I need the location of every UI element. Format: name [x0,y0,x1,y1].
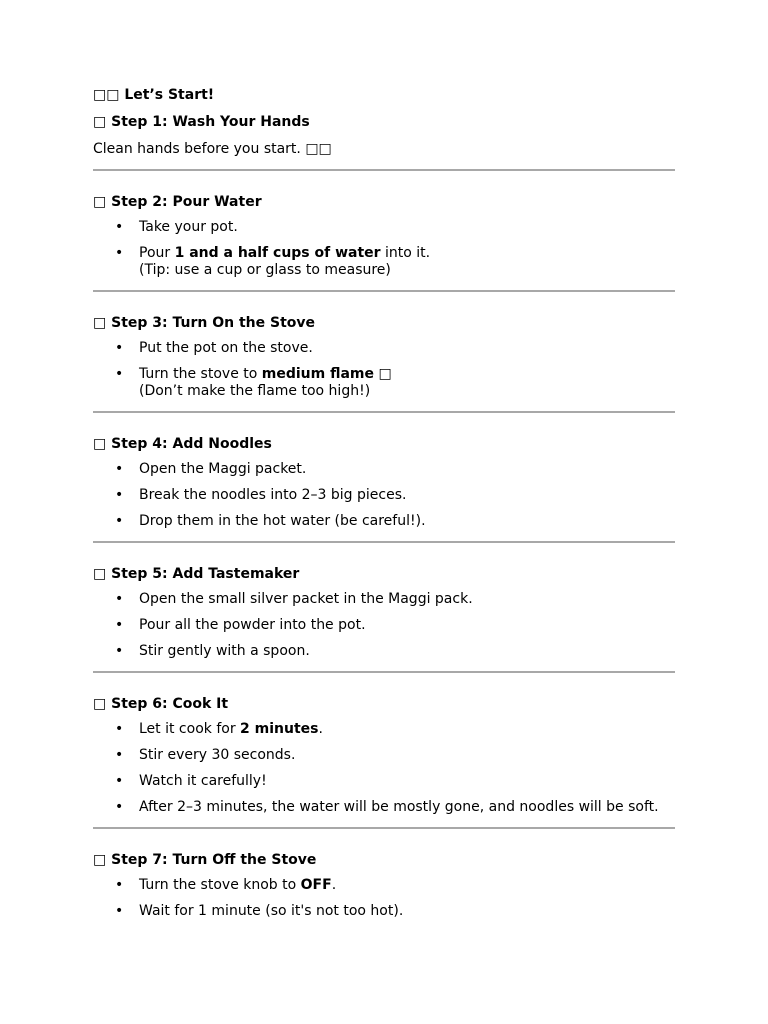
step-6-emoji-icon: □ [93,696,107,712]
divider [93,541,675,543]
bullet-icon: • [115,617,124,633]
list-item [93,721,675,738]
list-item [93,340,675,357]
steps-list [93,193,675,920]
step-2-list [93,219,675,279]
item-text: Turn the stove knob to [139,877,301,893]
list-item [93,617,675,634]
intro-title: Let’s Start! [124,87,215,103]
list-item [93,747,675,764]
step-7-title: Step 7: Turn Off the Stove [111,852,317,868]
item-note: (Tip: use a cup or glass to measure) [139,262,391,278]
bullet-icon: • [115,903,124,919]
list-item [93,245,675,279]
step-7-heading [93,851,675,869]
list-item [93,877,675,894]
step-7-list [93,877,675,920]
item-text: Pour all the powder into the pot. [139,617,366,633]
step-4-emoji-icon: □ [93,436,107,452]
divider [93,290,675,292]
step-6-title: Step 6: Cook It [111,696,229,712]
item-text: into it. [380,245,431,261]
step-3-emoji-icon: □ [93,315,107,331]
list-item [93,799,675,816]
bullet-icon: • [115,340,124,356]
bullet-icon: • [115,773,124,789]
bullet-icon: • [115,799,124,815]
list-item [93,366,675,400]
item-text: Open the small silver packet in the Maggi pack. [139,591,473,607]
bullet-icon: • [115,513,124,529]
divider [93,169,675,171]
step-3-list [93,340,675,400]
bullet-icon: • [115,591,124,607]
step-3-title: Step 3: Turn On the Stove [111,315,315,331]
item-text: Put the pot on the stove. [139,340,313,356]
hands-emoji-icon: □□ [305,141,332,157]
recipe-content [93,86,675,929]
item-text: After 2–3 minutes, the water will be mostly gone, and noodles will be soft. [139,799,659,815]
step-1-text: Clean hands before you start. □□ [93,141,332,157]
item-text: Open the Maggi packet. [139,461,307,477]
step-2-title: Step 2: Pour Water [111,194,262,210]
item-text: Watch it carefully! [139,773,267,789]
list-item [93,643,675,660]
bullet-icon: • [115,877,124,893]
bullet-icon: • [115,461,124,477]
bullet-icon: • [115,721,124,737]
item-text: Drop them in the hot water (be careful!). [139,513,426,529]
step-6-list [93,721,675,816]
item-text: Wait for 1 minute (so it's not too hot). [139,903,404,919]
item-text: Pour [139,245,175,261]
intro-heading [93,86,675,104]
list-item [93,513,675,530]
list-item [93,903,675,920]
divider [93,671,675,673]
item-text: Let it cook for [139,721,241,737]
item-text: □ [374,366,392,382]
step-1-heading [93,113,675,131]
item-text: Take your pot. [139,219,238,235]
bullet-icon: • [115,747,124,763]
step-6-heading [93,695,675,713]
list-item [93,773,675,790]
step-5-heading [93,565,675,583]
step-1-title: Step 1: Wash Your Hands [111,114,310,130]
list-item [93,591,675,608]
item-note: (Don’t make the flame too high!) [139,383,371,399]
item-text: . [331,877,337,893]
emphasis-text: 1 and a half cups of water [174,245,381,261]
step-7-emoji-icon: □ [93,852,107,868]
emphasis-text: medium flame [261,366,375,382]
bullet-icon: • [115,643,124,659]
list-item [93,487,675,504]
bullet-icon: • [115,366,124,382]
step-5-list [93,591,675,660]
step-3-heading [93,314,675,332]
divider [93,827,675,829]
item-text: Break the noodles into 2–3 big pieces. [139,487,407,503]
step-4-list [93,461,675,530]
step-2-emoji-icon: □ [93,194,107,210]
bullet-icon: • [115,487,124,503]
divider [93,411,675,413]
step-2-heading [93,193,675,211]
item-text: Stir every 30 seconds. [139,747,296,763]
list-item [93,461,675,478]
item-text: Stir gently with a spoon. [139,643,310,659]
step-4-title: Step 4: Add Noodles [111,436,272,452]
step-5-emoji-icon: □ [93,566,107,582]
step-5-title: Step 5: Add Tastemaker [111,566,300,582]
item-text: Turn the stove to [139,366,262,382]
step-4-heading [93,435,675,453]
step-1-emoji-icon: □ [93,114,107,130]
item-text: . [318,721,323,737]
bullet-icon: • [115,219,124,235]
list-item [93,219,675,236]
intro-emoji-icon: □□ [93,87,120,103]
bullet-icon: • [115,245,124,261]
emphasis-text: 2 minutes [240,721,319,737]
emphasis-text: OFF [300,877,332,893]
